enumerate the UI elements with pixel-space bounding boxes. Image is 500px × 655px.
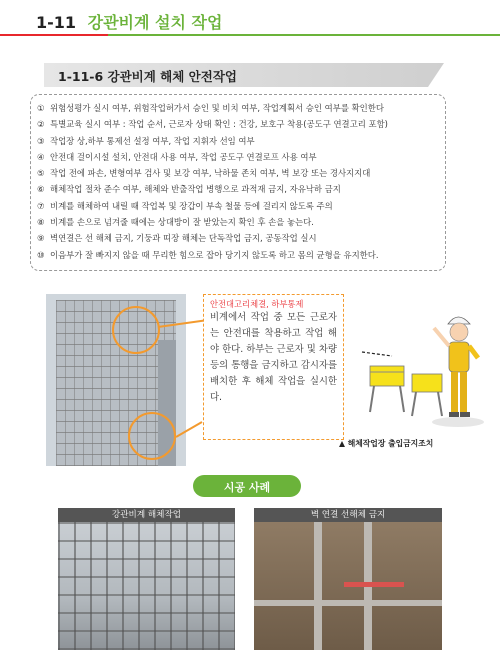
worker-barrier-illustration [352,294,490,434]
chapter-title: 강관비계 설치 작업 [87,13,223,32]
photo-caption: 강관비계 해체작업 [58,508,235,522]
chapter-number: 1-11 [36,13,77,32]
rule-item: ⑤ 작업 전에 파손, 변형여부 검사 및 보강 여부, 낙하물 존치 여부, 벽 보강 또는 경사지지대 [37,168,371,179]
header-title [36,10,222,33]
highlight-circle [112,306,160,354]
rule-item: ⑩ 이음부가 잘 빠지지 않을 때 무리한 힘으로 잡아 당기지 않도록 하고 몸의 균형을 유지한다. [37,249,379,260]
rule-item: ⑨ 벽연결은 선 해체 금지, 기둥과 띠장 해체는 단독작업 금지, 공동작업 실시 [37,233,317,244]
rule-item: ④ 안전대 걸이시설 설치, 안전대 사용 여부, 작업 공도구 연결로프 사용 여부 [37,151,317,162]
callout-title: 안전대고리체결, 하부통제 [210,299,304,309]
building-scaffold-photo [46,294,186,466]
page-header [0,0,500,40]
header-divider [0,34,500,36]
rule-item: ⑧ 비계를 손으로 넘겨줄 때에는 상대방이 잘 받았는지 확인 후 손을 놓는다. [37,217,314,228]
section-title: 1-11-6 강관비계 해체 안전작업 [58,69,237,84]
rule-item: ① 위험성평가 실시 여부, 위험작업허가서 승인 및 비치 여부, 작업계획서 승인 여부를 확인한다 [37,103,384,113]
illustration-caption: ▲ 해체작업장 출입금지조치 [339,439,434,448]
case-study-label: 시공 사례 [223,481,271,494]
scaffold-dismantling-photo [58,522,235,650]
callout-body: 비계에서 작업 중 모든 근로자는 안전대를 착용하고 작업 해야 한다. 하부는 근로자 및 차량 등의 통행을 금지하고 감시자를 배치한 후 해체 작업을 실시한다. [210,312,337,403]
safety-rules-box [30,94,446,271]
rule-item: ② 특별교육 실시 여부 : 작업 순서, 근로자 상태 확인 : 건강, 보호구 착용(공도구 연결고리 포함) [37,119,388,130]
barrier-icon [362,352,442,416]
case-study-badge [193,475,301,497]
callout-box [203,294,344,440]
rule-item: ③ 작업장 상,하부 통제선 설정 여부, 작업 지휘자 선임 여부 [37,135,255,146]
photo-caption: 벽 연결 선해체 금지 [254,508,442,522]
highlight-circle [128,412,176,460]
wall-tie-photo [254,522,442,650]
worker-icon [432,317,484,427]
rule-item: ⑦ 비계를 해체하여 내릴 때 작업복 및 장갑이 부속 철물 등에 걸리지 않도록 주의 [37,200,333,211]
rule-item: ⑥ 해체작업 절차 준수 여부, 해체와 반출작업 병행으로 과적재 금지, 자유낙하 금지 [37,184,341,195]
